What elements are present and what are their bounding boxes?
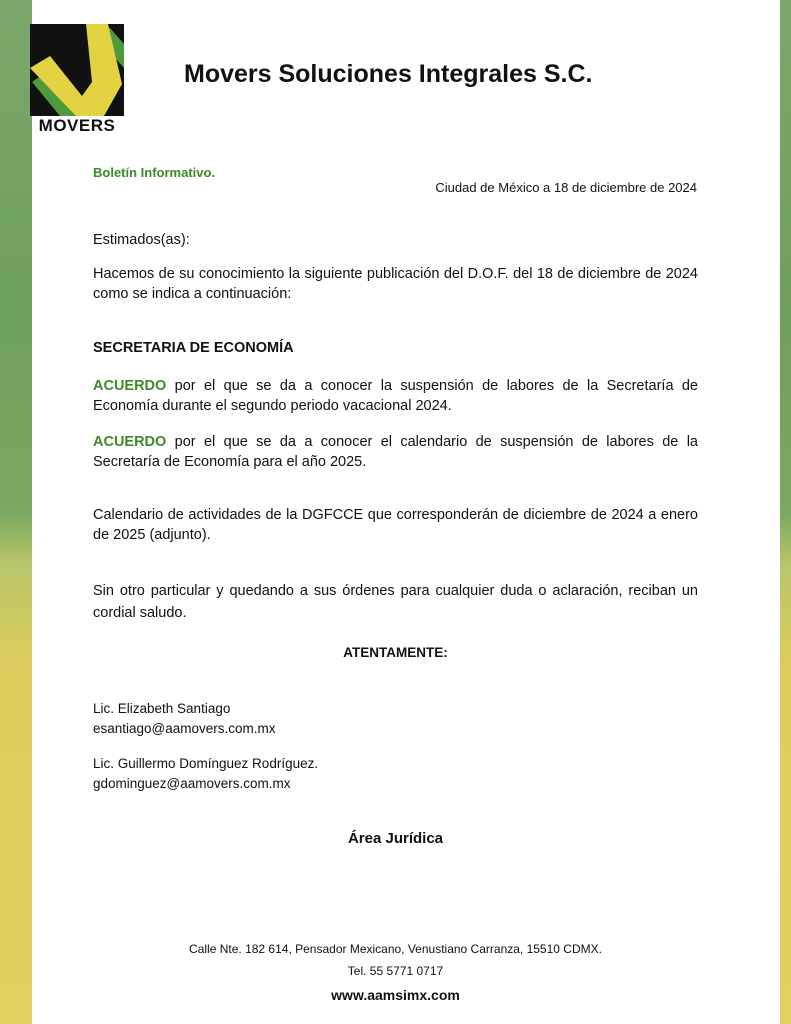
movers-logo — [30, 24, 124, 136]
department-area: Área Jurídica — [347, 830, 444, 847]
agreement-keyword: ACUERDO — [93, 378, 167, 394]
contact-email[interactable]: esantiago@aamovers.com.mx — [93, 721, 276, 736]
closing-paragraph: Sin otro particular y quedando a sus órdenes para cualquier duda o aclaración, reciban un cordial saludo. — [93, 583, 698, 621]
contact-name: Lic. Elizabeth Santiago — [93, 701, 231, 716]
footer-website[interactable]: www.aamsimx.com — [331, 987, 460, 1003]
intro-paragraph: Hacemos de su conocimiento la siguiente publicación del D.O.F. del 18 de diciembre de 2024 como se indica a continuación: — [93, 266, 698, 302]
logo-v-icon — [30, 24, 124, 116]
greeting: Estimados(as): — [93, 232, 190, 248]
agreement-keyword: ACUERDO — [93, 434, 167, 450]
contact-email[interactable]: gdominguez@aamovers.com.mx — [93, 776, 291, 791]
logo-text: MOVERS — [38, 116, 116, 135]
contact-name: Lic. Guillermo Domínguez Rodríguez. — [93, 756, 319, 771]
agreement-text: por el que se da a conocer la suspensión de labores de la Secretaría de Economía durante el segundo periodo vacacional 2024. — [93, 378, 698, 414]
footer-address: Calle Nte. 182 614, Pensador Mexicano, Venustiano Carranza, 15510 CDMX. — [189, 942, 602, 956]
logo-mark — [30, 24, 124, 116]
contact-2 — [93, 754, 698, 794]
company-name: Movers Soluciones Integrales S.C. — [184, 60, 593, 88]
agreement-2 — [93, 432, 698, 472]
agreement-1 — [93, 376, 698, 416]
footer-phone: Tel. 55 5771 0717 — [347, 964, 444, 978]
signature-heading: ATENTAMENTE: — [343, 645, 448, 660]
agreement-text: por el que se da a conocer el calendario de suspensión de labores de la Secretaría de Economía para el año 2025. — [93, 434, 698, 470]
contact-1 — [93, 699, 698, 739]
calendar-note: Calendario de actividades de la DGFCCE que corresponderán de diciembre de 2024 a enero de 2025 (adjunto). — [93, 507, 698, 543]
letter-date: Ciudad de México a 18 de diciembre de 2024 — [435, 180, 697, 195]
section-title: SECRETARIA DE ECONOMÍA — [93, 340, 294, 356]
bulletin-label: Boletín Informativo. — [93, 165, 216, 180]
